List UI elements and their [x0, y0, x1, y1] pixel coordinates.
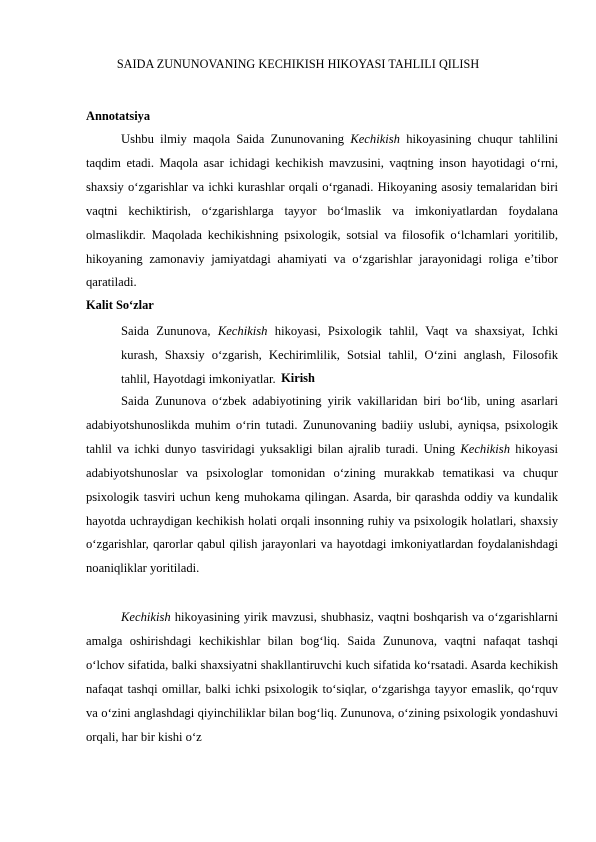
intro-p1-text-end: hikoyasi adabiyotshunoslar va psixologlar tomonidan o‘zining murakkab tematikasi va chuqur psixologik tasviri uchun keng muhokama qilingan. Asarda, bir qarashda oddiy va kundalik hayotda uchraydigan kechikish holati orqali insonning ruhiy va psixologik holatlari, shaxsiy o‘zgarishlar, qarorlar qabul qilish jarayonlari va hayotdagi imkoniyatlardan foydalanishdagi noaniqliklar yoritiladi. — [86, 441, 558, 576]
annotation-heading: Annotatsiya — [86, 109, 151, 123]
annotation-text-start: Ushbu ilmiy maqola Saida Zununovaning — [121, 132, 351, 146]
introduction-paragraph-2 — [86, 606, 558, 749]
intro-p1-text-start: Saida Zununova o‘zbek adabiyotining yirik vakillaridan biri bo‘lib, uning asarlari adabiyotshunoslikda muhim o‘rin tutadi. Zununovaning badiiy uslubi, ayniqsa, psixologik tahlil va ichki dunyo tasviridagi yuksakligi bilan ajralib turadi. Uning — [86, 394, 558, 456]
document-title: SAIDA ZUNUNOVANING KECHIKISH HIKOYASI TAHLILI QILISH — [116, 57, 480, 71]
introduction-paragraph-1 — [86, 390, 558, 581]
annotation-text-end: hikoyasining chuqur tahlilini taqdim etadi. Maqola asar ichidagi kechikish mavzusini, vaqtning inson hayotidagi o‘rni, shaxsiy o‘zgarishlar va ichki kurashlar orqali o‘rganadi. Hikoyaning asosiy temalaridan biri vaqtni kechiktirish, o‘zgarishlarga tayyor bo‘lmaslik va imkoniyatlardan foydalana olmaslikdir. Maqolada kechikishning psixologik, sotsial va filosofik o‘lchamlari yoritilib, hikoyaning zamonaviy jamiyatdagi ahamiyati va o‘zgarishlar jarayonidagi roliga e’tibor qaratiladi. — [86, 132, 558, 290]
keywords-text-end: hikoyasi, Psixologik tahlil, Vaqt va shaxsiyat, Ichki kurash, Shaxsiy o‘zgarish, Kechirimlilik, Sotsial tahlil, O‘zini anglash, Filosofik tahlil, Hayotdagi imkoniyatlar. — [121, 324, 558, 386]
keywords-title-italic: Kechikish — [217, 324, 268, 338]
intro-p2-text: hikoyasining yirik mavzusi, shubhasiz, vaqtni boshqarish va o‘zgarishlarni amalga oshirishdagi kechikishlar bilan bog‘liq. Saida Zununova, vaqtni nafaqat tashqi o‘lchov sifatida, balki shaxsiyatni shakllantiruvchi kuch sifatida ko‘rsatadi. Asarda kechikish nafaqat tashqi omillar, balki ichki psixologik to‘siqlar, o‘zgarishga tayyor emaslik, qo‘rquv va o‘zini anglashdagi qiyinchiliklar bilan bog‘liq. Zununova, o‘zining psixologik yondashuvi orqali, har bir kishi o‘z — [86, 610, 558, 744]
introduction-heading: Kirish — [281, 371, 315, 385]
annotation-title-italic: Kechikish — [350, 132, 400, 146]
intro-p1-title-italic: Kechikish — [460, 441, 511, 456]
annotation-paragraph — [86, 128, 558, 295]
intro-p2-title-italic: Kechikish — [121, 610, 171, 624]
keywords-heading: Kalit So‘zlar — [86, 298, 154, 312]
keywords-text-start: Saida Zununova, — [121, 324, 218, 338]
